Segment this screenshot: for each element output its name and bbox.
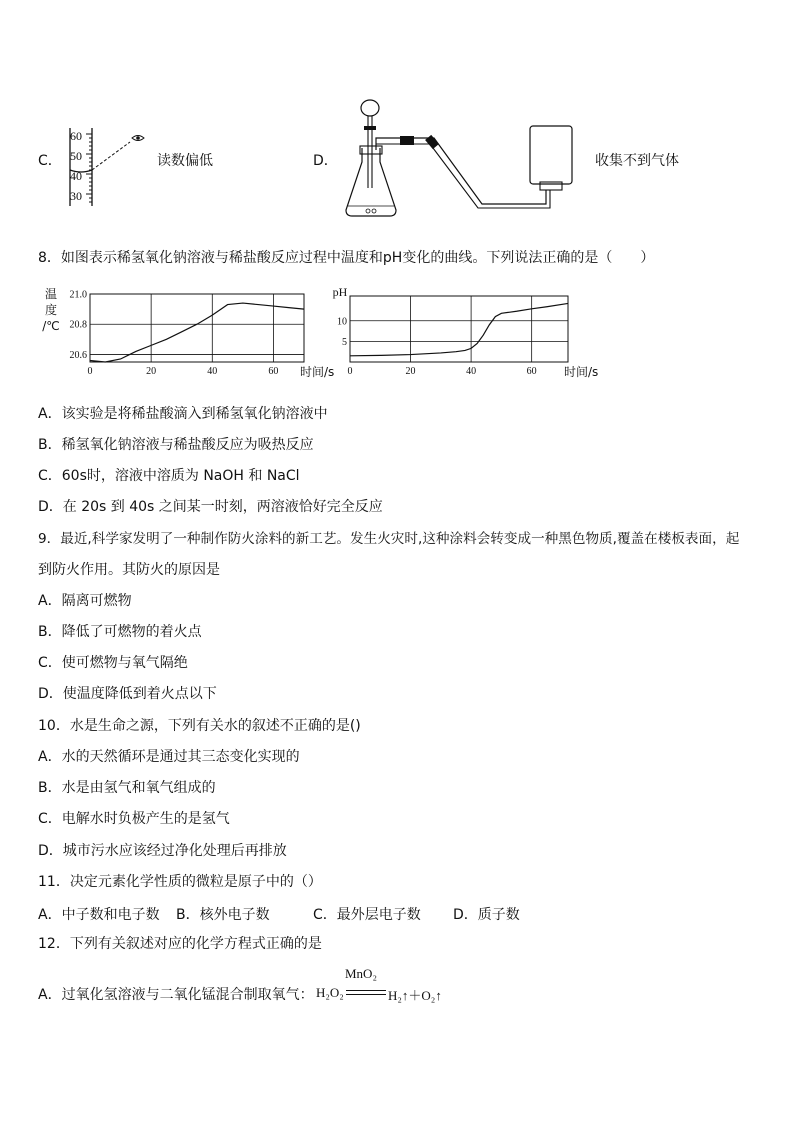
ph-chart [326, 282, 599, 382]
y-tick-label: 5 [342, 336, 347, 348]
y-axis-label-part: /℃ [42, 319, 60, 333]
x-tick-label: 60 [268, 366, 279, 377]
q9-option-b: B．降低了可燃物的着火点 [38, 624, 202, 640]
y-axis-label: pH [332, 285, 348, 299]
plot-frame [90, 294, 304, 362]
cylinder-mark-30: 30 [70, 189, 82, 203]
data-series-line [350, 303, 568, 355]
y-axis-label-part: 温 [44, 287, 58, 301]
eye-icon [132, 136, 144, 141]
q7-option-c-label: C． [38, 153, 62, 169]
x-tick-label: 40 [466, 366, 477, 377]
q10-option-a: A．水的天然循环是通过其三态变化实现的 [38, 749, 300, 765]
q7-option-d-label: D． [313, 153, 338, 169]
q11-option-d: D．质子数 [453, 907, 520, 923]
q11-stem: 11．决定元素化学性质的微粒是原子中的（） [38, 874, 322, 890]
q7-option-d-caption: 收集不到气体 [595, 153, 679, 169]
q10-option-c: C．电解水时负极产生的是氢气 [38, 811, 230, 827]
q9-option-d: D．使温度降低到着火点以下 [38, 686, 217, 702]
q8-option-a: A．该实验是将稀盐酸滴入到稀氢氧化钠溶液中 [38, 406, 328, 422]
q9-stem-line2: 到防火作用。其防火的原因是 [38, 562, 220, 578]
y-tick-label: 21.0 [69, 289, 87, 301]
cylinder-mark-50: 50 [70, 149, 82, 163]
equation-reactant: H₂O₂ [316, 985, 344, 1000]
y-tick-label: 20.6 [69, 349, 87, 361]
y-axis-label-part: 度 [44, 303, 58, 317]
data-series-line [90, 303, 304, 362]
x-tick-label: 20 [146, 366, 157, 377]
q9-option-a: A．隔离可燃物 [38, 593, 132, 609]
q7-option-c-caption: 读数偏低 [157, 153, 213, 169]
plot-frame [350, 296, 568, 362]
q12-option-a-text: A．过氧化氢溶液与二氧化锰混合制取氧气： [38, 987, 314, 1003]
q8-option-c: C．60s时，溶液中溶质为 NaOH 和 NaCl [38, 468, 300, 484]
q10-option-b: B．水是由氢气和氧气组成的 [38, 780, 216, 796]
x-tick-label: 40 [207, 366, 218, 377]
equation-equals-sign [346, 990, 386, 995]
q11-option-a: A．中子数和电子数 [38, 907, 160, 923]
y-tick-label: 20.8 [69, 319, 87, 331]
y-tick-label: 10 [337, 316, 347, 328]
q11-option-b: B．核外电子数 [176, 907, 270, 923]
equation-catalyst: MnO₂ [345, 966, 377, 981]
q9-stem-line1: 9．最近,科学家发明了一种制作防火涂料的新工艺。发生火灾时,这种涂料会转变成一种黑色物质,覆盖在楼板表面，起 [38, 531, 740, 547]
temperature-chart [38, 282, 335, 382]
equation-products: H₂↑＋O₂↑ [388, 988, 442, 1003]
x-tick-label: 0 [347, 366, 353, 377]
q11-option-c: C．最外层电子数 [313, 907, 421, 923]
q12-stem: 12．下列有关叙述对应的化学方程式正确的是 [38, 936, 322, 952]
q10-option-d: D．城市污水应该经过净化处理后再排放 [38, 843, 287, 859]
q8-option-d: D．在 20s 到 40s 之间某一时刻，两溶液恰好完全反应 [38, 499, 383, 515]
cylinder-mark-40: 40 [70, 169, 82, 183]
x-tick-label: 0 [87, 366, 93, 377]
x-axis-label: 时间/s [300, 365, 335, 379]
gas-collection-apparatus-illustration [338, 98, 578, 222]
x-tick-label: 60 [526, 366, 537, 377]
x-axis-label: 时间/s [564, 365, 599, 379]
q9-option-c: C．使可燃物与氧气隔绝 [38, 655, 188, 671]
cylinder-mark-60: 60 [70, 129, 82, 143]
q10-stem: 10．水是生命之源，下列有关水的叙述不正确的是() [38, 718, 361, 734]
x-tick-label: 20 [405, 366, 416, 377]
q8-stem: 8．如图表示稀氢氧化钠溶液与稀盐酸反应过程中温度和pH变化的曲线。下列说法正确的是（ ） [38, 250, 655, 266]
q8-option-b: B．稀氢氧化钠溶液与稀盐酸反应为吸热反应 [38, 437, 314, 453]
